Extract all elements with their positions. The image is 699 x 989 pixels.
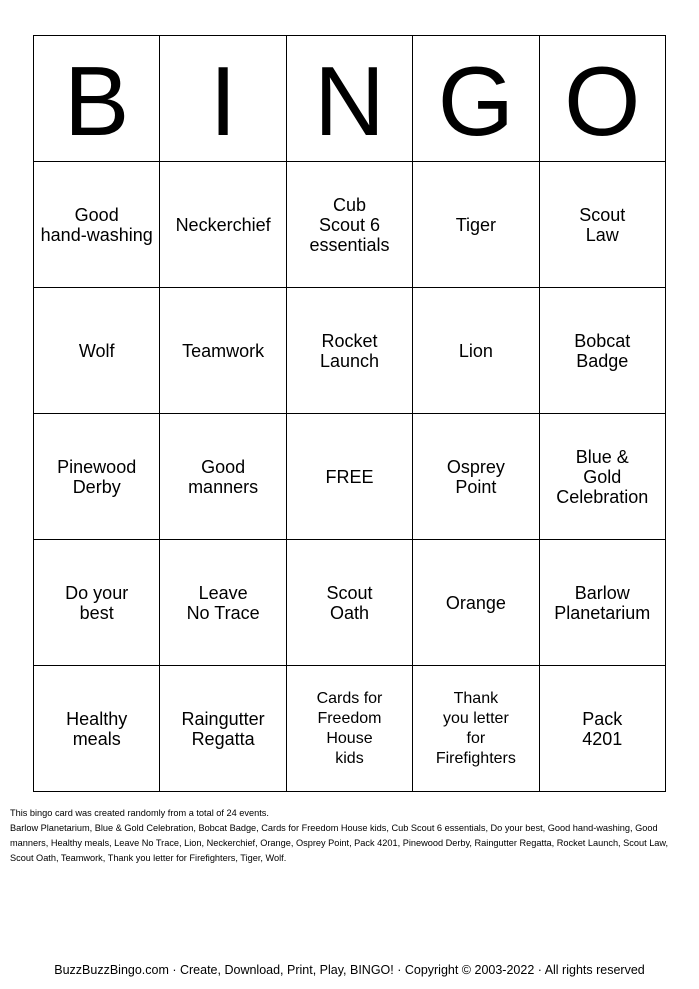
notes-intro: This bingo card was created randomly from a total of 24 events. — [10, 808, 269, 818]
bingo-cell: Scout Law — [539, 162, 665, 288]
bingo-card — [33, 35, 666, 792]
bingo-cell: Rocket Launch — [286, 288, 412, 414]
bingo-cell: Pack 4201 — [539, 666, 665, 792]
free-space-cell: FREE — [286, 414, 412, 540]
bingo-cell: Leave No Trace — [160, 540, 286, 666]
bingo-cell: Healthy meals — [34, 666, 160, 792]
bingo-cell: Tiger — [413, 162, 539, 288]
bingo-header-row — [34, 36, 666, 162]
bingo-cell: Cards for Freedom House kids — [286, 666, 412, 792]
card-notes — [10, 806, 690, 866]
bingo-cell: Blue & Gold Celebration — [539, 414, 665, 540]
bingo-cell: Orange — [413, 540, 539, 666]
bingo-cell: Wolf — [34, 288, 160, 414]
header-letter-n: N — [286, 36, 412, 162]
header-letter-i: I — [160, 36, 286, 162]
header-letter-o: O — [539, 36, 665, 162]
bingo-cell: Teamwork — [160, 288, 286, 414]
bingo-row — [34, 540, 666, 666]
bingo-cell: Barlow Planetarium — [539, 540, 665, 666]
bingo-row — [34, 666, 666, 792]
notes-event-list: Barlow Planetarium, Blue & Gold Celebration, Bobcat Badge, Cards for Freedom House kids, Cub Scout 6 essentials, Do your best, Good hand-washing, Good manners, Healthy meals, Leave No Trace, Lion, Neckerchief, Orange, Osprey Point, Pack 4201, Pinewood Derby, Raingutter Regatta, Rocket Launch, Scout Law, Scout Oath, Teamwork, Thank you letter for Firefighters, Tiger, Wolf. — [10, 823, 669, 863]
bingo-cell: Lion — [413, 288, 539, 414]
bingo-cell: Neckerchief — [160, 162, 286, 288]
bingo-cell: Do your best — [34, 540, 160, 666]
bingo-cell: Bobcat Badge — [539, 288, 665, 414]
bingo-row — [34, 162, 666, 288]
header-letter-b: B — [34, 36, 160, 162]
bingo-row — [34, 288, 666, 414]
bingo-cell: Cub Scout 6 essentials — [286, 162, 412, 288]
bingo-cell: Osprey Point — [413, 414, 539, 540]
bingo-cell: Scout Oath — [286, 540, 412, 666]
header-letter-g: G — [413, 36, 539, 162]
page-footer: BuzzBuzzBingo.com · Create, Download, Print, Play, BINGO! · Copyright © 2003-2022 · All rights reserved — [54, 963, 645, 977]
bingo-cell: Good manners — [160, 414, 286, 540]
bingo-cell: Raingutter Regatta — [160, 666, 286, 792]
bingo-cell: Thank you letter for Firefighters — [413, 666, 539, 792]
bingo-row — [34, 414, 666, 540]
bingo-cell: Good hand-washing — [34, 162, 160, 288]
bingo-cell: Pinewood Derby — [34, 414, 160, 540]
